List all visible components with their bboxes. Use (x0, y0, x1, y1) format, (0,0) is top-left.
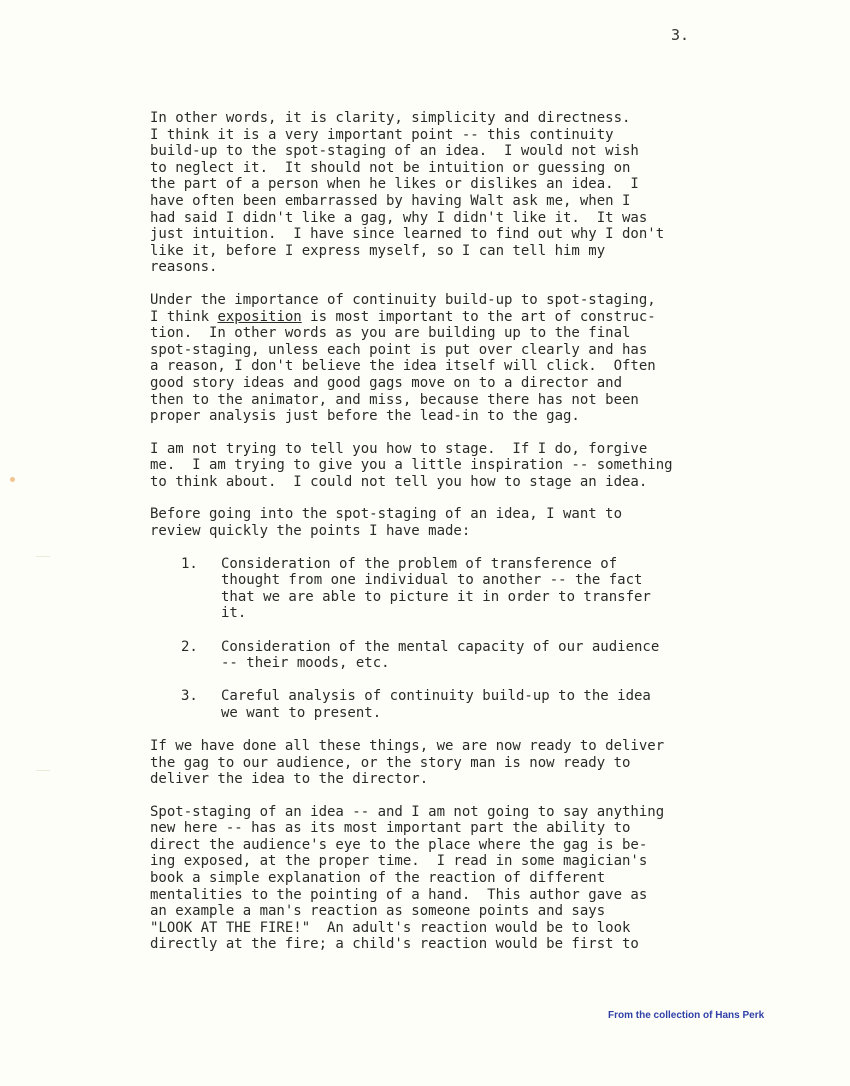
text-line: the part of a person when he likes or dislikes an idea. I (150, 176, 639, 193)
text-line: directly at the fire; a child's reaction would be first to (150, 936, 639, 953)
text-line: we want to present. (221, 704, 382, 721)
text-line: proper analysis just before the lead-in to the gag. (150, 408, 580, 425)
text-line: deliver the idea to the director. (150, 771, 429, 788)
text-line: new here -- has as its most important part the ability to (150, 820, 631, 837)
text-line: book a simple explanation of the reaction of different (150, 870, 606, 887)
list-number: 1. (181, 555, 198, 572)
text-line: Consideration of the mental capacity of our audience (221, 638, 660, 655)
text-line: reasons. (150, 259, 218, 276)
text-line: ing exposed, at the proper time. I read in some magician's (150, 853, 648, 870)
list-item (150, 556, 790, 622)
text-line: good story ideas and good gags move on to a director and (150, 374, 623, 391)
text-line: In other words, it is clarity, simplicity and directness. (150, 110, 631, 126)
text-line (150, 309, 790, 326)
text-line: like it, before I express myself, so I can tell him my (150, 242, 606, 259)
list-item (150, 639, 790, 672)
text-line: Under the importance of continuity build-up to spot-staging, (150, 291, 656, 308)
list-number: 2. (181, 638, 198, 655)
text-line: spot-staging, unless each point is put over clearly and has (150, 341, 648, 358)
numbered-list (150, 556, 790, 722)
text-line: Consideration of the problem of transference of (221, 555, 618, 572)
text-line: tion. In other words as you are building up to the final (150, 325, 631, 342)
underlined-word: exposition (217, 308, 302, 325)
margin-mark (36, 556, 50, 557)
paragraph (150, 441, 790, 491)
text-line: "LOOK AT THE FIRE!" An adult's reaction would be to look (150, 919, 631, 936)
text-line: a reason, I don't believe the idea itself will click. Often (150, 358, 656, 375)
paragraph (150, 506, 790, 539)
text-line: Careful analysis of continuity build-up to the idea (221, 688, 651, 705)
paragraph (150, 738, 790, 788)
text-line: I am not trying to tell you how to stage. If I do, forgive (150, 440, 648, 457)
text-line: thought from one individual to another -- the fact (221, 572, 643, 589)
text-line: I think it is a very important point -- this continuity (150, 126, 614, 143)
text-line: -- their moods, etc. (221, 655, 390, 672)
text-line: that we are able to picture it in order to transfer (221, 588, 651, 605)
text-line: Before going into the spot-staging of an idea, I want to (150, 506, 623, 523)
paragraph (150, 292, 790, 425)
text-line: the gag to our audience, or the story man is now ready to (150, 754, 631, 771)
text-line: had said I didn't like a gag, why I didn't like it. It was (150, 209, 648, 226)
text-line: to neglect it. It should not be intuition or guessing on (150, 159, 631, 176)
text-line: an example a man's reaction as someone points and says (150, 903, 606, 920)
text-segment: I think (150, 308, 218, 325)
text-line: me. I am trying to give you a little inspiration -- something (150, 457, 673, 474)
text-line: have often been embarrassed by having Walt ask me, when I (150, 192, 631, 209)
list-number: 3. (181, 688, 198, 705)
paragraph (150, 804, 790, 953)
text-line: review quickly the points I have made: (150, 523, 471, 540)
margin-mark (36, 770, 50, 771)
margin-spot (10, 477, 15, 482)
text-line: Spot-staging of an idea -- and I am not going to say anything (150, 803, 665, 820)
text-line: direct the audience's eye to the place where the gag is be- (150, 836, 648, 853)
typed-text-body (150, 110, 790, 969)
text-line: it. (221, 605, 247, 622)
text-line: If we have done all these things, we are now ready to deliver (150, 737, 665, 754)
collection-credit: From the collection of Hans Perk (608, 1010, 765, 1021)
page-number: 3. (671, 26, 690, 44)
text-line: build-up to the spot-staging of an idea. I would not wish (150, 143, 639, 160)
text-line: mentalities to the pointing of a hand. This author gave as (150, 886, 648, 903)
list-item (150, 688, 790, 721)
text-line: then to the animator, and miss, because there has not been (150, 391, 639, 408)
text-segment: is most important to the art of construc- (301, 308, 656, 325)
text-line: just intuition. I have since learned to find out why I don't (150, 226, 665, 243)
paragraph (150, 110, 790, 276)
text-line: to think about. I could not tell you how to stage an idea. (150, 473, 648, 490)
